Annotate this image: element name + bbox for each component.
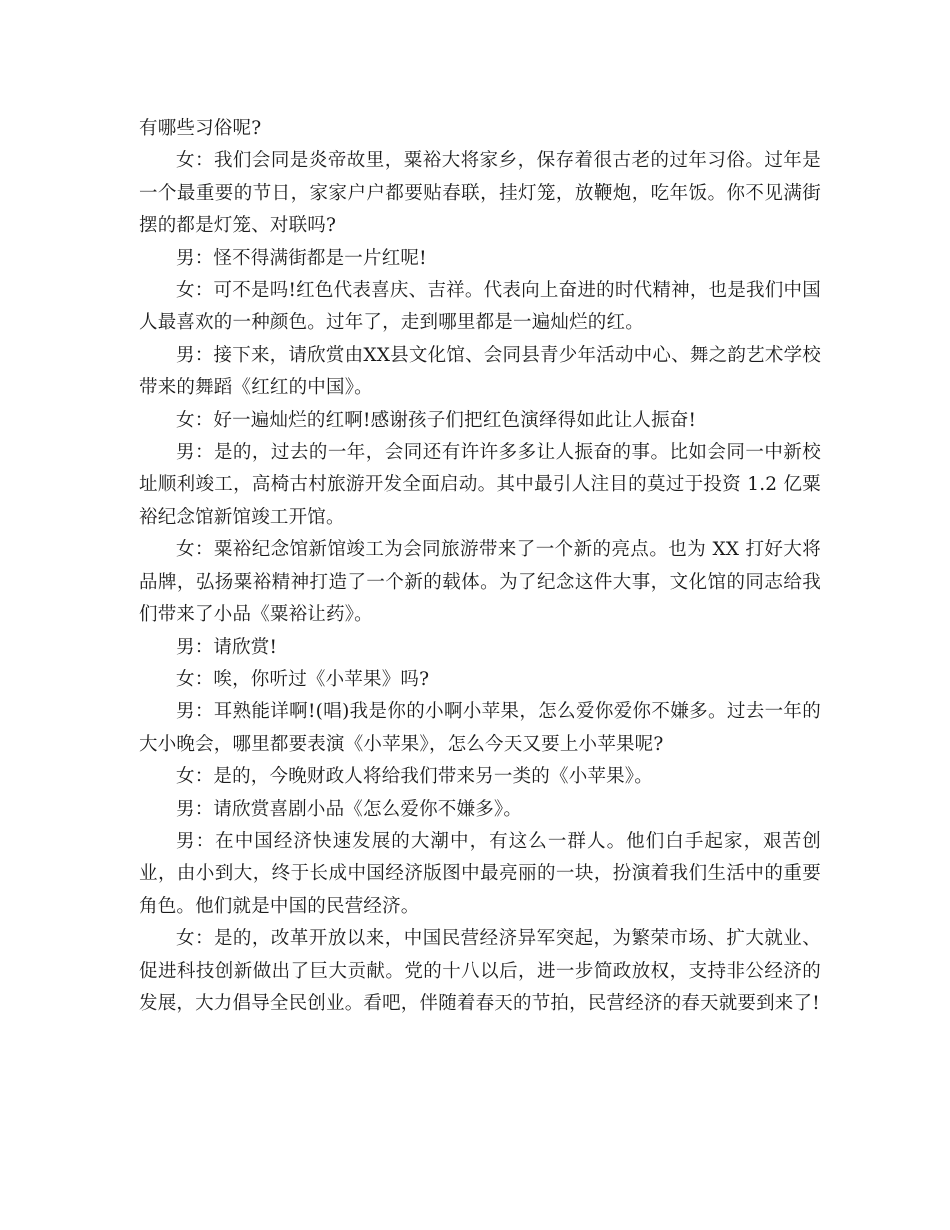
paragraph: 女：唉，你听过《小苹果》吗? <box>176 668 430 690</box>
paragraph: 女：是的，改革开放以来，中国民营经济异军突起，为繁荣市场、扩大就业、促进科技创新做出了巨大贡献。党的十八以后，进一步简政放权，支持非公经济的发展，大力倡导全民创业。看吧，伴随着春天的节拍，民营经济的春天就要到来了! <box>139 928 821 1014</box>
paragraph: 男：请欣赏! <box>176 636 278 658</box>
paragraph: 男：耳熟能详啊!(唱)我是你的小啊小苹果，怎么爱你爱你不嫌多。过去一年的大小晚会，哪里都要表演《小苹果》，怎么今天又要上小苹果呢? <box>139 701 821 755</box>
paragraph: 男：是的，过去的一年，会同还有许许多多让人振奋的事。比如会同一中新校址顺利竣工，高椅古村旅游开发全面启动。其中最引人注目的莫过于投资 1.2 亿粟裕纪念馆新馆竣工开馆。 <box>139 442 821 528</box>
paragraph: 男：在中国经济快速发展的大潮中，有这么一群人。他们白手起家，艰苦创业，由小到大，终于长成中国经济版图中最亮丽的一块，扮演着我们生活中的重要角色。他们就是中国的民营经济。 <box>139 830 821 917</box>
paragraph: 女：是的，今晚财政人将给我们带来另一类的《小苹果》。 <box>176 766 653 788</box>
paragraph: 女：粟裕纪念馆新馆竣工为会同旅游带来了一个新的亮点。也为 XX 打好大将品牌，弘扬粟裕精神打造了一个新的载体。为了纪念这件大事，文化馆的同志给我们带来了小品《粟裕让药》。 <box>139 539 821 626</box>
paragraph: 女：可不是吗!红色代表喜庆、吉祥。代表向上奋进的时代精神，也是我们中国人最喜欢的一种颜色。过年了，走到哪里都是一遍灿烂的红。 <box>139 280 821 334</box>
paragraph: 女：我们会同是炎帝故里，粟裕大将家乡，保存着很古老的过年习俗。过年是一个最重要的节日，家家户户都要贴春联，挂灯笼，放鞭炮，吃年饭。你不见满街摆的都是灯笼、对联吗? <box>139 150 821 237</box>
document-body <box>139 113 821 1020</box>
paragraph: 女：好一遍灿烂的红啊!感谢孩子们把红色演绎得如此让人振奋! <box>176 409 697 431</box>
paragraph: 男：怪不得满街都是一片红呢! <box>176 247 427 269</box>
paragraph: 男：请欣赏喜剧小品《怎么爱你不嫌多》。 <box>176 798 523 820</box>
paragraph: 男：接下来，请欣赏由XX县文化馆、会同县青少年活动中心、舞之韵艺术学校带来的舞蹈《红红的中国》。 <box>139 344 821 399</box>
paragraph: 有哪些习俗呢? <box>139 118 262 139</box>
